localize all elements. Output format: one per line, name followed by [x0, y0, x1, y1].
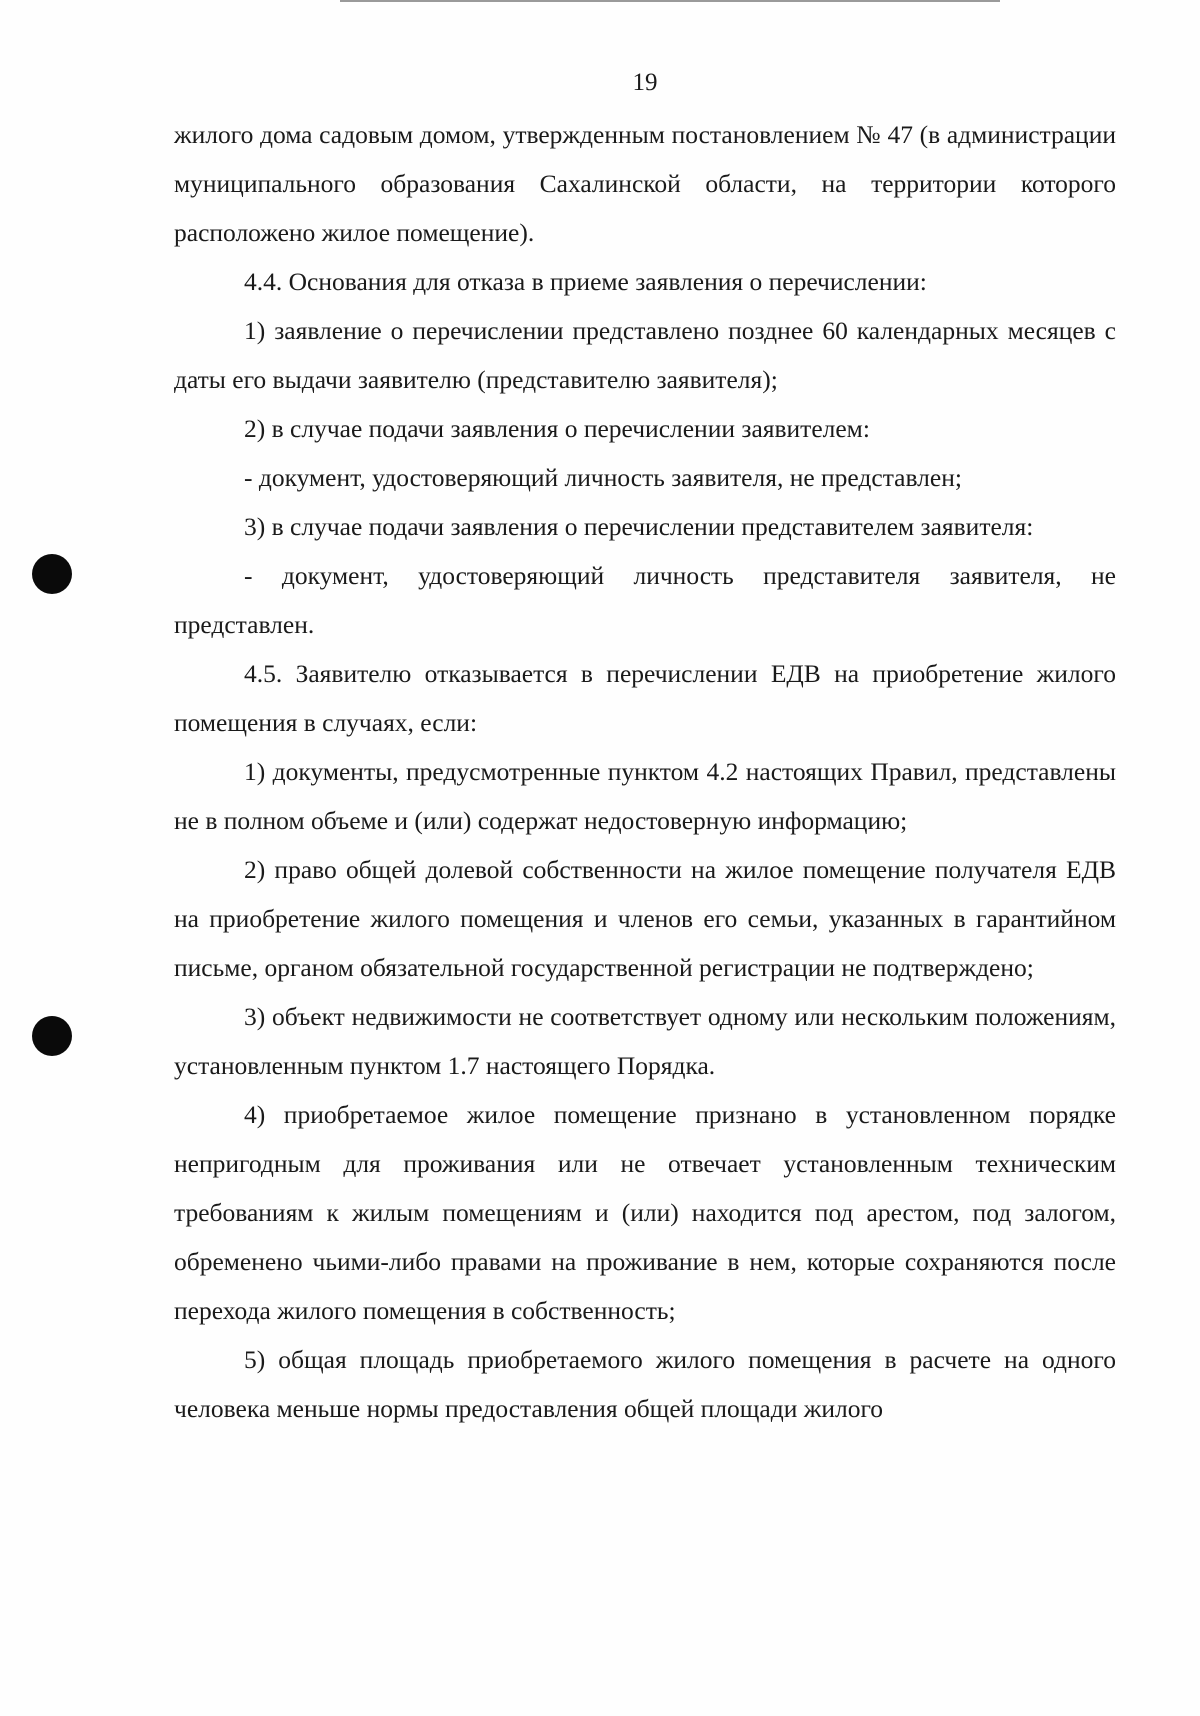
paragraph: - документ, удостоверяющий личность представителя заявителя, не представлен. — [174, 561, 1116, 639]
paragraph: 4) приобретаемое жилое помещение признано в установленном порядке непригодным для проживания или не отвечает установленным техническим требованиям к жилым помещениям и (или) находится под арестом, под залогом, обременено чьими-либо правами на проживание в нем, которые сохраняются после перехода жилого помещения в собственность; — [174, 1100, 1116, 1325]
paragraph: 5) общая площадь приобретаемого жилого помещения в расчете на одного человека меньше нормы предоставления общей площади жилого — [174, 1345, 1116, 1423]
paragraph: 3) объект недвижимости не соответствует одному или нескольким положениям, установленным пунктом 1.7 настоящего Порядка. — [174, 1002, 1116, 1080]
punch-hole-top — [32, 554, 72, 594]
paragraph: - документ, удостоверяющий личность заявителя, не представлен; — [244, 463, 962, 492]
paragraph: 1) заявление о перечислении представлено позднее 60 календарных месяцев с даты его выдачи заявителю (представителю заявителя); — [174, 316, 1116, 394]
document-body — [174, 110, 1116, 1433]
paragraph: 4.5. Заявителю отказывается в перечислении ЕДВ на приобретение жилого помещения в случаях, если: — [174, 659, 1116, 737]
page-number: 19 — [632, 69, 658, 96]
paragraph: 3) в случае подачи заявления о перечислении представителем заявителя: — [244, 512, 1034, 541]
paragraph: 2) право общей долевой собственности на жилое помещение получателя ЕДВ на приобретение жилого помещения и членов его семьи, указанных в гарантийном письме, органом обязательной государственной регистрации не подтверждено; — [174, 855, 1116, 982]
punch-hole-bottom — [32, 1016, 72, 1056]
paragraph: жилого дома садовым домом, утвержденным постановлением № 47 (в администрации муниципального образования Сахалинской области, на территории которого расположено жилое помещение). — [174, 120, 1116, 247]
paragraph: 1) документы, предусмотренные пунктом 4.2 настоящих Правил, представлены не в полном объеме и (или) содержат недостоверную информацию; — [174, 757, 1116, 835]
paragraph: 4.4. Основания для отказа в приеме заявления о перечислении: — [244, 267, 927, 296]
paragraph: 2) в случае подачи заявления о перечислении заявителем: — [244, 414, 870, 443]
scan-edge-line — [340, 0, 1000, 2]
